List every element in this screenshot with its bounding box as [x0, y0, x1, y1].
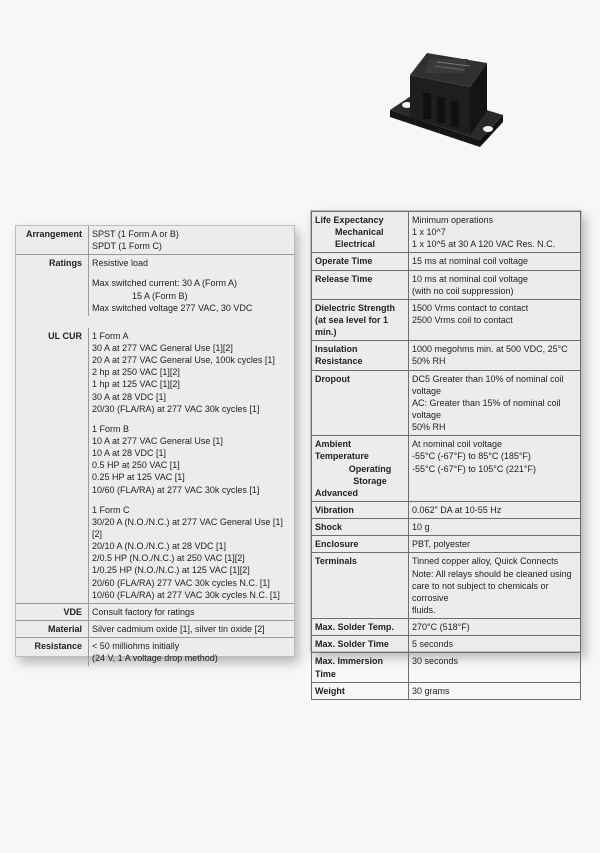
spacer — [92, 415, 291, 423]
row-label: Vibration — [312, 501, 409, 518]
row-label: Insulation Resistance — [312, 341, 409, 370]
row-label-text: Ambient Temperature — [315, 439, 369, 462]
spacer — [92, 496, 291, 504]
row-sublabel: Mechanical — [335, 227, 384, 238]
row-label — [312, 212, 409, 253]
value-line: 10/60 (FLA/RA) at 277 VAC 30k cycles N.C. [1] — [92, 589, 280, 600]
row-sublabel: Electrical — [335, 239, 376, 250]
row-value — [89, 226, 295, 255]
value-line: -55°C (-67°F) to 105°C (221°F) — [412, 463, 536, 474]
value-line: 50% RH — [412, 422, 446, 433]
value-line: 30 A at 277 VAC General Use [1][2] — [92, 342, 233, 353]
specs-card-left — [15, 225, 295, 664]
row-label: Material — [16, 620, 89, 637]
value-line: 50% RH — [412, 356, 446, 367]
value-line: SPDT (1 Form C) — [92, 241, 162, 252]
row-label: VDE — [16, 603, 89, 620]
row-label-text: Life Expectancy — [315, 215, 384, 225]
row-label: Arrangement — [16, 226, 89, 255]
general-specs-table — [311, 211, 581, 700]
table-row — [16, 620, 294, 637]
row-sublabel: Storage — [353, 475, 387, 486]
value-line: 20 A at 277 VAC General Use, 100k cycles [1] — [92, 355, 275, 366]
table-row — [312, 299, 581, 340]
table-row — [16, 316, 294, 328]
row-value — [409, 270, 581, 299]
row-value: 5 seconds — [409, 636, 581, 653]
value-line: 1/0.25 HP (N.O./N.C.) at 125 VAC [1][2] — [92, 565, 250, 576]
row-label — [312, 299, 409, 340]
row-label: Max. Solder Time — [312, 636, 409, 653]
row-label: Enclosure — [312, 536, 409, 553]
value-line: AC: Greater than 15% of nominal coil voltage — [412, 397, 561, 420]
value-line: care to not subject to chemicals or corrosive — [412, 580, 549, 603]
value-line: 10 ms at nominal coil voltage — [412, 273, 529, 284]
value-line: 0.5 HP at 250 VAC [1] — [92, 460, 180, 471]
table-row — [312, 619, 581, 636]
value-line: (with no coil suppression) — [412, 285, 514, 296]
form-a-heading: 1 Form A — [92, 330, 129, 341]
row-value — [409, 299, 581, 340]
value-line: 2 hp at 250 VAC [1][2] — [92, 367, 180, 378]
value-line: 1 hp at 125 VAC [1][2] — [92, 379, 180, 390]
spacer — [92, 269, 291, 277]
value-line: 10 A at 277 VAC General Use [1] — [92, 435, 223, 446]
table-row — [312, 212, 581, 253]
form-c-heading: 1 Form C — [92, 504, 130, 515]
row-value — [409, 436, 581, 502]
value-line: 20/30 (FLA/RA) at 277 VAC 30k cycles [1] — [92, 403, 260, 414]
value-line: 30 A at 28 VDC [1] — [92, 391, 167, 402]
row-value: 30 seconds — [409, 653, 581, 682]
value-line: Minimum operations — [412, 215, 494, 225]
value-line: 20/60 (FLA/RA) 277 VAC 30k cycles N.C. [1] — [92, 577, 270, 588]
row-value: 15 ms at nominal coil voltage — [409, 253, 581, 270]
table-row — [312, 436, 581, 502]
table-row — [312, 682, 581, 699]
value-line: 2/0.5 HP (N.O./N.C.) at 250 VAC [1][2] — [92, 553, 245, 564]
row-label: Ratings — [16, 255, 89, 316]
row-value — [409, 370, 581, 436]
table-row — [16, 255, 294, 316]
value-line: SPST (1 Form A or B) — [92, 229, 179, 239]
value-line: 15 A (Form B) — [132, 290, 188, 301]
table-row — [312, 341, 581, 370]
row-label: UL CUR — [16, 328, 89, 603]
row-sublabel: Operating — [348, 463, 392, 474]
row-label-text: Dielectric Strength — [315, 302, 396, 313]
table-row — [16, 638, 294, 667]
value-line: Tinned copper alloy, Quick Connects — [412, 556, 559, 567]
row-value — [409, 341, 581, 370]
row-value — [89, 316, 295, 328]
value-line: 30/20 A (N.O./N.C.) at 277 VAC General Use [1][2] — [92, 516, 283, 539]
value-line: 2500 Vrms coil to contact — [412, 314, 513, 325]
value-line: fluids. — [412, 604, 436, 615]
table-row — [312, 519, 581, 536]
table-row — [16, 226, 294, 255]
value-line: 1 x 10^7 — [412, 227, 446, 238]
row-value — [89, 638, 295, 667]
row-sublabel: Advanced — [315, 487, 359, 498]
row-value — [409, 212, 581, 253]
table-row — [16, 328, 294, 603]
value-line: 1500 Vrms contact to contact — [412, 302, 529, 313]
row-label: Max. Immersion Time — [312, 653, 409, 682]
row-value — [89, 328, 295, 603]
row-label — [312, 436, 409, 502]
value-line: Resistive load — [92, 258, 149, 269]
value-line: Max switched voltage 277 VAC, 30 VDC — [92, 302, 253, 313]
row-label: Release Time — [312, 270, 409, 299]
row-value: Silver cadmium oxide [1], silver tin oxide [2] — [89, 620, 295, 637]
row-label: Shock — [312, 519, 409, 536]
value-line: Max switched current: 30 A (Form A) — [92, 278, 238, 289]
value-line: At nominal coil voltage — [412, 439, 503, 450]
table-row — [312, 253, 581, 270]
row-value — [89, 255, 295, 316]
table-row — [312, 270, 581, 299]
row-label: Max. Solder Temp. — [312, 619, 409, 636]
ul-cur-table — [16, 328, 294, 667]
row-label — [16, 316, 89, 328]
form-b-heading: 1 Form B — [92, 423, 130, 434]
value-line: 20/10 A (N.O./N.C.) at 28 VDC [1] — [92, 541, 227, 552]
row-value: 0.062" DA at 10-55 Hz — [409, 501, 581, 518]
table-row — [16, 603, 294, 620]
spacer — [92, 318, 292, 326]
row-value — [409, 553, 581, 619]
row-label: Terminals — [312, 553, 409, 619]
table-row — [312, 370, 581, 436]
row-value: 10 g — [409, 519, 581, 536]
value-line: (24 V, 1 A voltage drop method) — [92, 653, 218, 664]
row-sublabel: (at sea level for 1 min.) — [315, 314, 389, 338]
row-value: PBT, polyester — [409, 536, 581, 553]
contact-specs-table — [16, 226, 294, 328]
value-line: 1 x 10^5 at 30 A 120 VAC Res. N.C. — [412, 239, 556, 250]
table-row — [312, 636, 581, 653]
row-value: 30 grams — [409, 682, 581, 699]
value-line: DC5 Greater than 10% of nominal coil voltage — [412, 373, 564, 396]
row-value: Consult factory for ratings — [89, 603, 295, 620]
value-line: 1000 megohms min. at 500 VDC, 25°C — [412, 344, 568, 355]
table-row — [312, 653, 581, 682]
row-value: 270°C (518°F) — [409, 619, 581, 636]
table-row — [312, 553, 581, 619]
row-label: Operate Time — [312, 253, 409, 270]
row-label: Resistance — [16, 638, 89, 667]
value-line: 10/60 (FLA/RA) at 277 VAC 30k cycles [1] — [92, 484, 260, 495]
table-row — [312, 501, 581, 518]
value-line: 10 A at 28 VDC [1] — [92, 448, 167, 459]
value-line: Note: All relays should be cleaned using — [412, 568, 572, 579]
value-line: < 50 milliohms initially — [92, 641, 180, 652]
table-row — [312, 536, 581, 553]
row-label: Weight — [312, 682, 409, 699]
value-line: 0.25 HP at 125 VAC [1] — [92, 472, 185, 483]
specs-card-right — [310, 210, 582, 696]
row-label: Dropout — [312, 370, 409, 436]
value-line: -55°C (-67°F) to 85°C (185°F) — [412, 451, 531, 462]
relay-product-image — [385, 45, 505, 155]
